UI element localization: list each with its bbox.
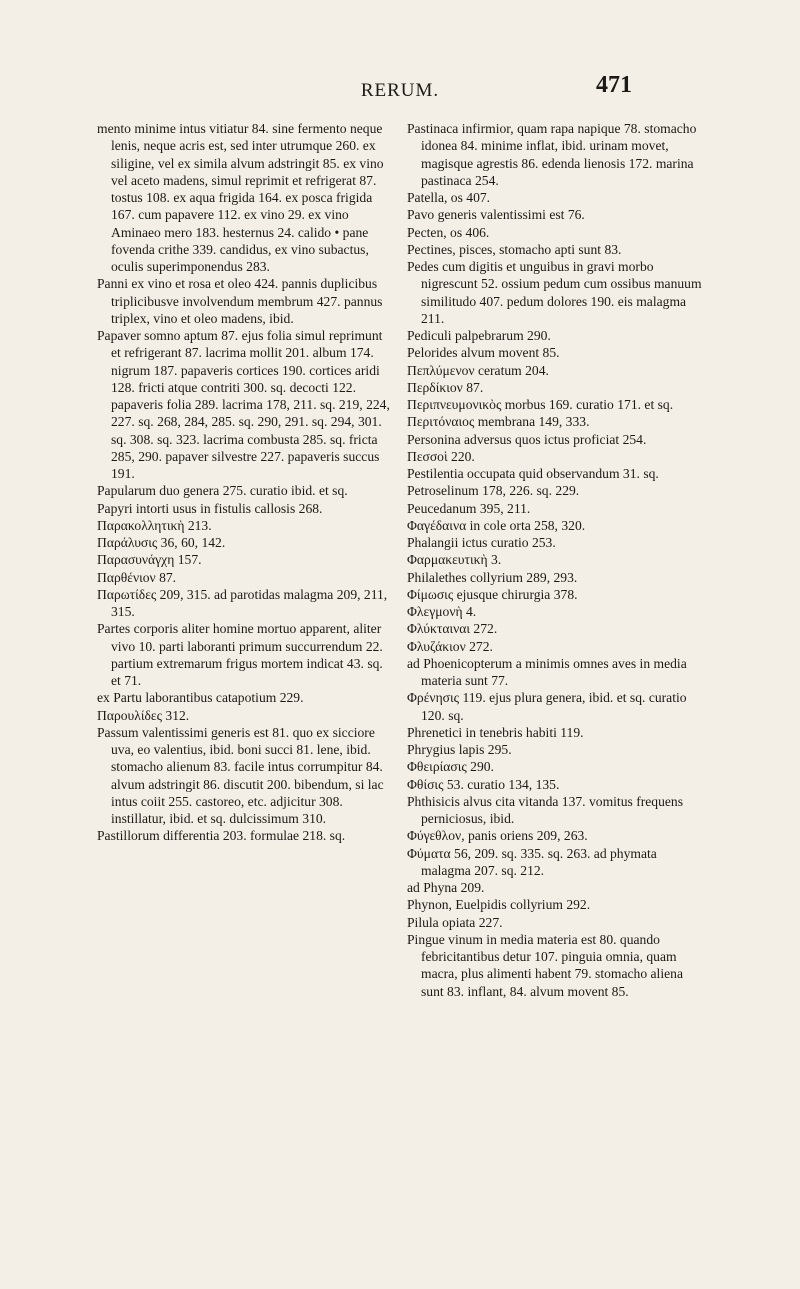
- index-entry: Παρακολλητικὴ 213.: [97, 517, 212, 533]
- index-entry: Phalangii ictus curatio 253.: [407, 535, 556, 550]
- index-entry: Pastillorum differentia 203. formulae 218. sq.: [97, 828, 346, 844]
- index-entry: Pediculi palpebrarum 290.: [407, 328, 551, 343]
- index-entry: Παρασυνάγχη 157.: [97, 552, 202, 568]
- index-entry: Panni ex vino et rosa et oleo 424. pannis duplicibus triplicibusve involvendum membrum 427. pannus triplex, vino et oleo madens, ibid.: [97, 276, 383, 326]
- index-entry: Περδίκιον 87.: [407, 379, 484, 395]
- index-entry: Φλεγμονὴ 4.: [407, 604, 477, 619]
- index-entry: Φρένησις 119. ejus plura genera, ibid. et sq. curatio 120. sq.: [407, 690, 687, 723]
- index-entry: Φθειρίασις 290.: [407, 759, 494, 775]
- index-entry: Φλύκταιναι 272.: [407, 621, 498, 637]
- index-entry: ad Phyna 209.: [407, 880, 485, 895]
- index-entry: Pectines, pisces, stomacho apti sunt 83.: [407, 241, 622, 257]
- index-entry: Φύματα 56, 209. sq. 335. sq. 263. ad phymata malagma 207. sq. 212.: [407, 845, 657, 878]
- index-entry: Pingue vinum in media materia est 80. quando febricitantibus detur 107. pinguia omnia, quam macra, plus alimenti habent 79. stomacho aliena sunt 83. inflant, 84. alvum movent 85.: [407, 931, 683, 999]
- index-column-right: [407, 120, 703, 1000]
- index-entry: Περιπνευμονικὸς morbus 169. curatio 171. et sq.: [407, 397, 674, 412]
- index-entry: Φαρμακευτικὴ 3.: [407, 552, 502, 568]
- index-entry: Φλυζάκιον 272.: [407, 638, 493, 654]
- index-entry: Παρωτίδες 209, 315. ad parotidas malagma 209, 211, 315.: [97, 586, 388, 619]
- index-entry: Περιτόναιος membrana 149, 333.: [407, 414, 590, 430]
- index-entry: Παρθένιον 87.: [97, 569, 177, 585]
- index-entry: Peucedanum 395, 211.: [407, 500, 531, 516]
- index-entry: Passum valentissimi generis est 81. quo ex sicciore uva, eo valentius, ibid. boni succi 81. lene, ibid. stomacho alienum 83. facile intus corrumpitur 84. alvum adstringit 86. discutit 200. bibendum, si lac intus coiit 255. castoreo, etc. adjicitur 308. instillatur, ibid. et sq. dulcissimum 310.: [97, 724, 384, 826]
- index-entry: Φύγεθλον, panis oriens 209, 263.: [407, 828, 588, 844]
- index-entry: Patella, os 407.: [407, 190, 491, 205]
- index-entry: Φίμωσις ejusque chirurgia 378.: [407, 586, 578, 602]
- index-entry: Pastinaca infirmior, quam rapa napique 78. stomacho idonea 84. minime inflat, ibid. urinam movet, magisque agrestis 86. edenda lienosis 172. marina pastinaca 254.: [407, 121, 697, 188]
- running-title: RERUM.: [360, 80, 440, 101]
- index-entry: Phynon, Euelpidis collyrium 292.: [407, 897, 591, 913]
- index-entry: Πεπλύμενον ceratum 204.: [407, 362, 549, 378]
- index-entry: Πεσσοὶ 220.: [407, 448, 475, 464]
- index-entry: Phrygius lapis 295.: [407, 742, 512, 757]
- index-entry: Philalethes collyrium 289, 293.: [407, 569, 578, 585]
- index-entry: Παρουλίδες 312.: [97, 707, 190, 723]
- index-entry: ex Partu laborantibus catapotium 229.: [97, 690, 304, 706]
- index-entry: Papularum duo genera 275. curatio ibid. et sq.: [97, 483, 348, 499]
- index-entry: Pilula opiata 227.: [407, 914, 503, 930]
- index-entry: Phthisicis alvus cita vitanda 137. vomitus frequens perniciosus, ibid.: [407, 793, 683, 826]
- index-entry: Pecten, os 406.: [407, 224, 490, 240]
- page-number: 471: [596, 72, 632, 98]
- index-entry: Papyri intorti usus in fistulis callosis 268.: [97, 500, 323, 516]
- index-entry: Pelorides alvum movent 85.: [407, 345, 560, 361]
- index-entry: ad Phoenicopterum a minimis omnes aves in media materia sunt 77.: [407, 655, 687, 688]
- index-entry: Phrenetici in tenebris habiti 119.: [407, 724, 584, 740]
- index-entry: mento minime intus vitiatur 84. sine fermento neque lenis, neque acris est, sed inter utrumque 260. ex siligine, vel ex simila alvum adstringit 85. ex vino vel aceto madens, simul reprimit et refrigerat 87. tostus 108. ex aqua frigida 164. ex posca frigida 167. cum papavere 112. ex vino 29. ex vino Aminaeo mero 183. hesternus 24. calido • pane fovenda crithe 339. candidus, ex vino subactus, oculis superimponendus 283.: [97, 121, 384, 274]
- index-entry: Φαγέδαινα in cole orta 258, 320.: [407, 517, 586, 533]
- index-entry: Pavo generis valentissimi est 76.: [407, 207, 585, 223]
- index-entry: Pedes cum digitis et unguibus in gravi morbo nigrescunt 52. ossium pedum cum ossibus manuum similitudo 407. pedum dolores 190. eis malagma 211.: [407, 259, 702, 326]
- page-header: [0, 70, 800, 114]
- index-entry: Παράλυσις 36, 60, 142.: [97, 535, 226, 550]
- index-entry: Φθίσις 53. curatio 134, 135.: [407, 776, 560, 792]
- index-entry: Partes corporis aliter homine mortuo apparent, aliter vivo 10. parti laboranti primum succurrendum 22. partium extremarum frigus mortem indicat 43. sq. et 71.: [97, 621, 383, 688]
- index-entry: Petroselinum 178, 226. sq. 229.: [407, 483, 580, 499]
- index-entry: Papaver somno aptum 87. ejus folia simul reprimunt et refrigerant 87. lacrima mollit 201. album 174. nigrum 187. papaveris cortices 190. cortices aridi 128. fricti atque contriti 300. sq. decocti 122. papaveris folia 289. lacrima 178, 211. sq. 219, 224, 227. sq. 268, 284, 285. sq. 290, 291. sq. 294, 301. sq. 308. sq. 323. lacrima combusta 285. sq. fricta 285, 290. papaver silvestre 227. papaveris succus 191.: [97, 328, 390, 481]
- index-entry: Pestilentia occupata quid observandum 31. sq.: [407, 466, 659, 481]
- index-column-left: [97, 120, 393, 845]
- index-entry: Personina adversus quos ictus proficiat 254.: [407, 431, 647, 447]
